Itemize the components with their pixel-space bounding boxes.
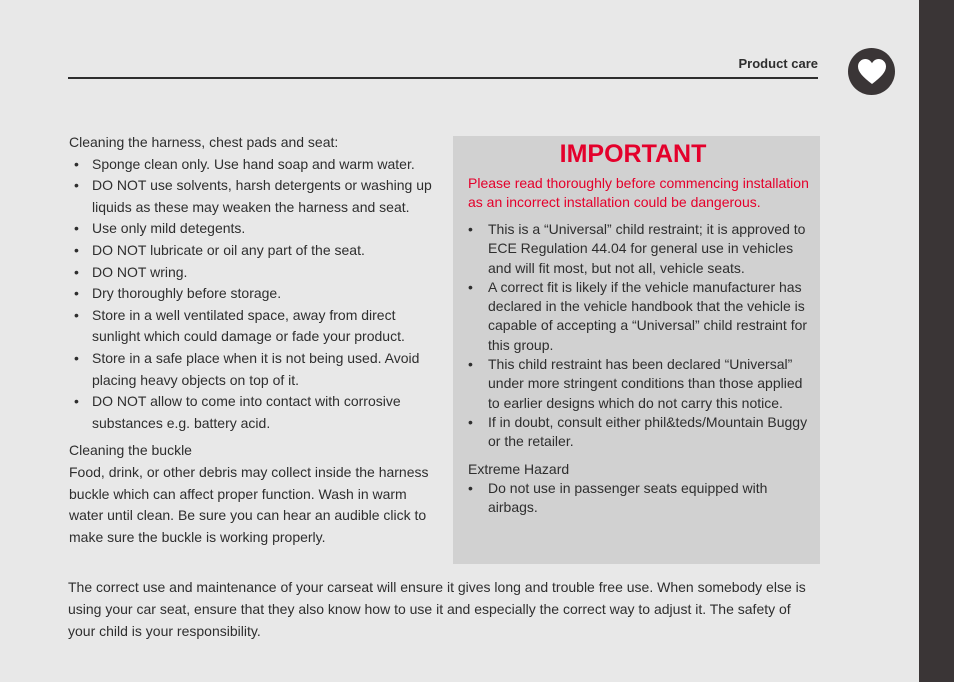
important-list — [468, 220, 810, 452]
list-item: • Store in a well ventilated space, away from direct sunlight which could damage or fade your product. — [69, 305, 435, 348]
list-item: • Dry thoroughly before storage. — [69, 283, 435, 305]
heart-icon — [857, 58, 887, 86]
list-item: • DO NOT use solvents, harsh detergents or washing up liquids as these may weaken the harness and seat. — [69, 175, 435, 218]
section-title: Product care — [738, 56, 818, 71]
important-notice-box — [453, 136, 820, 564]
harness-cleaning-list — [69, 154, 435, 435]
extreme-hazard-heading: Extreme Hazard — [468, 460, 570, 477]
list-item: • DO NOT wring. — [69, 262, 435, 284]
list-item: • DO NOT lubricate or oil any part of the seat. — [69, 240, 435, 262]
list-item: • Sponge clean only. Use hand soap and warm water. — [69, 154, 435, 176]
list-item: • A correct fit is likely if the vehicle manufacturer has declared in the vehicle handbook that the vehicle is capable of accepting a “Universal” child restraint for this group. — [468, 278, 810, 355]
closing-paragraph: The correct use and maintenance of your carseat will ensure it gives long and trouble free use. When somebody else is using your car seat, ensure that they also know how to use it and especially the correct way to adjust it. The safety of your child is your responsibility. — [68, 579, 806, 639]
list-item: • Do not use in passenger seats equipped with airbags. — [468, 479, 810, 518]
cleaning-section — [69, 132, 435, 548]
list-item: • If in doubt, consult either phil&teds/Mountain Buggy or the retailer. — [468, 413, 810, 452]
list-item: • This child restraint has been declared “Universal” under more stringent conditions than those applied to earlier designs which do not carry this notice. — [468, 355, 810, 413]
heart-badge — [848, 48, 895, 95]
important-intro: Please read thoroughly before commencing installation as an incorrect installation could be dangerous. — [468, 175, 809, 210]
sidebar-strip — [919, 0, 954, 682]
list-item: • This is a “Universal” child restraint; it is approved to ECE Regulation 44.04 for general use in vehicles and will fit most, but not all, vehicle seats. — [468, 220, 810, 278]
buckle-cleaning-heading: Cleaning the buckle — [69, 442, 192, 459]
hazard-list — [468, 479, 810, 518]
list-item: • DO NOT allow to come into contact with corrosive substances e.g. battery acid. — [69, 391, 435, 434]
harness-cleaning-heading: Cleaning the harness, chest pads and seat: — [69, 134, 339, 150]
header-rule — [68, 77, 818, 79]
important-title: IMPORTANT — [559, 140, 707, 168]
list-item: • Use only mild detegents. — [69, 218, 435, 240]
list-item: • Store in a safe place when it is not being used. Avoid placing heavy objects on top of it. — [69, 348, 435, 391]
buckle-cleaning-text: Food, drink, or other debris may collect inside the harness buckle which can affect proper function. Wash in warm water until clean. Be sure you can hear an audible click to make sure the buckle is working properly. — [69, 463, 429, 545]
